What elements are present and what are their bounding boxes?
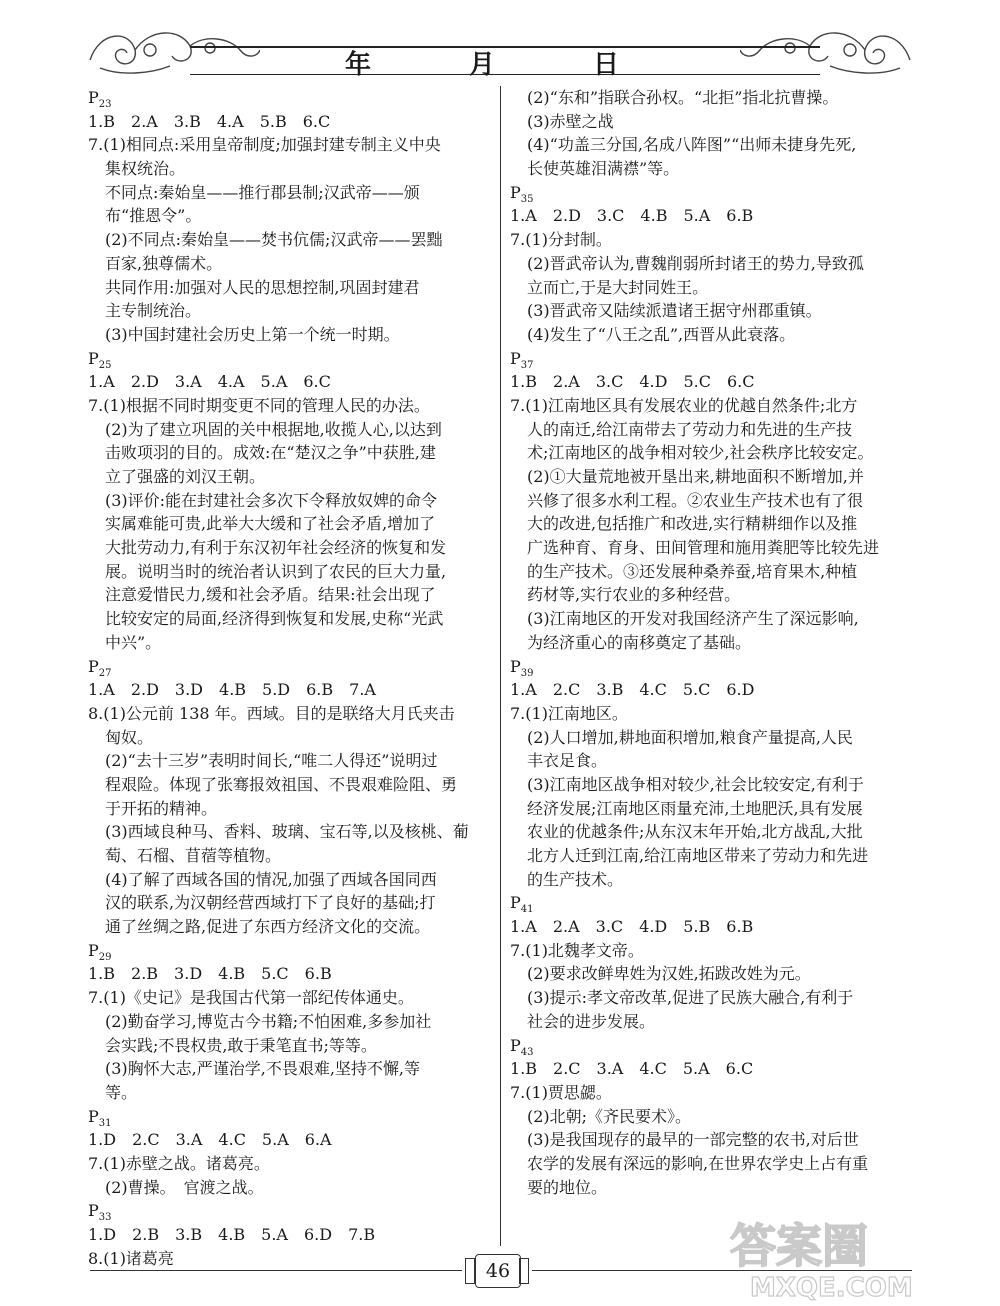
- answer-line-indented: 农学的发展有深远的影响,在世界农学史上占有重: [527, 1153, 869, 1173]
- section-page-ref: [88, 655, 492, 679]
- answer-line: 7.(1)赤壁之战。诸葛亮。: [88, 1153, 270, 1173]
- answer-line: 1.A 2.D 3.D 4.B 5.D 6.B 7.A: [88, 680, 376, 700]
- answer-line-indented: (3)晋武帝又陆续派遣诸王据守州郡重镇。: [527, 301, 822, 321]
- answer-line-indented: 北方人迁到江南,给江南地区带来了劳动力和先进: [527, 846, 869, 865]
- answer-line-indented: 百家,独尊儒术。: [105, 253, 223, 273]
- section-page-ref: [510, 655, 915, 679]
- answer-line-indented: 兴修了很多水利工程。②农业生产技术也有了很: [527, 490, 864, 510]
- section-page-letter: P: [510, 348, 521, 368]
- answer-line: 7.(1)江南地区具有发展农业的优越自然条件;北方: [510, 395, 858, 415]
- answer-line-indented: (3)江南地区战争相对较少,社会比较安定,有利于: [527, 774, 864, 794]
- watermark-url: MXQE.COM: [750, 1273, 913, 1302]
- answer-line: 7.(1)分封制。: [510, 230, 612, 250]
- section-page-ref: [510, 181, 915, 205]
- header-date-title: 年 月 日: [344, 50, 655, 80]
- answer-line: 1.B 2.B 3.D 4.B 5.C 6.B: [88, 964, 332, 984]
- section-page-number: 27: [98, 667, 112, 679]
- answer-line-indented: 会实践;不畏权贵,敢于秉笔直书;等等。: [105, 1035, 377, 1055]
- section-page-letter: P: [510, 182, 521, 202]
- answer-line: 1.D 2.B 3.B 4.B 5.A 6.D 7.B: [88, 1225, 376, 1244]
- section-page-number: 33: [98, 1212, 112, 1224]
- section-page-number: 23: [98, 99, 112, 110]
- answer-line-indented: (3)江南地区的开发对我国经济产生了深远影响,: [527, 609, 859, 629]
- answer-line-indented: (2)“东和”指联合孙权。“北拒”指北抗曹操。: [527, 88, 839, 107]
- answer-line-indented: 要的地位。: [527, 1177, 608, 1197]
- section-page-number: 39: [520, 667, 534, 679]
- answer-line-indented: 集权统治。: [105, 159, 186, 179]
- page-number-box: [465, 1250, 529, 1290]
- section-page-ref: [510, 891, 915, 915]
- answer-line-indented: (3)中国封建社会历史上第一个统一时期。: [105, 324, 400, 344]
- answer-line-indented: 的生产技术。: [527, 869, 624, 889]
- answer-line-indented: 的生产技术。③还发展种桑养蚕,培育果木,种植: [527, 561, 858, 581]
- answer-line-indented: (2)人口增加,耕地面积增加,粮食产量提高,人民: [527, 727, 853, 747]
- answer-line-indented: 农业的优越条件;从东汉末年开始,北方战乱,大批: [527, 822, 863, 842]
- footer-rule-left: [90, 1270, 462, 1271]
- answer-line-indented: 实属难能可贵,此举大大缓和了社会矛盾,增加了: [105, 514, 436, 534]
- watermark-text: 答案圈: [730, 1219, 868, 1273]
- answer-line-indented: (4)“功盖三分国,名成八阵图”“出师未捷身先死,: [527, 135, 857, 155]
- answer-line-indented: 立了强盛的刘汉王朝。: [105, 467, 266, 486]
- answer-line: 7.(1)根据不同时期变更不同的管理人民的办法。: [88, 395, 430, 415]
- section-page-number: 31: [98, 1117, 112, 1129]
- section-page-ref: [88, 939, 492, 963]
- answer-line-indented: 不同点:秦始皇——推行郡县制;汉武帝——颁: [105, 182, 420, 202]
- answer-line-indented: (4)了解了西域各国的情况,加强了西域各国同西: [105, 869, 437, 889]
- answer-line: 1.B 2.A 3.C 4.D 5.C 6.C: [510, 372, 755, 392]
- section-page-number: 41: [520, 904, 534, 916]
- answer-line-indented: (2)不同点:秦始皇——焚书伉儒;汉武帝——罢黜: [105, 230, 443, 250]
- answer-line-indented: (2)北朝;《齐民要术》。: [527, 1106, 692, 1126]
- section-page-letter: P: [510, 1035, 521, 1055]
- answer-line-indented: 布“推恩令”。: [105, 206, 202, 226]
- answer-line: 7.(1)江南地区。: [510, 703, 628, 723]
- page-number-bracket-left: [465, 1258, 475, 1284]
- left-column: [88, 86, 492, 1270]
- answer-line-indented: (2)晋武帝认为,曹魏削弱所封诸王的势力,导致孤: [527, 253, 864, 273]
- answer-line-indented: (3)西域良种马、香料、玻璃、宝石等,以及核桃、葡: [105, 822, 469, 842]
- page-number: 46: [475, 1254, 521, 1288]
- answer-line: 7.(1)相同点:采用皇帝制度;加强封建专制主义中央: [88, 135, 441, 155]
- answer-line-indented: 丰衣足食。: [527, 751, 608, 771]
- answer-line-indented: 广选种育、育身、田间管理和施用粪肥等比较先进: [527, 538, 880, 558]
- answer-line-indented: (3)提示:孝文帝改革,促进了民族大融合,有利于: [527, 988, 854, 1008]
- answer-line: 1.D 2.C 3.A 4.C 5.A 6.A: [88, 1130, 332, 1150]
- answer-line-indented: 人的南迁,给江南带去了劳动力和先进的生产技: [527, 419, 853, 439]
- answer-line: 7.(1)贾思勰。: [510, 1082, 612, 1102]
- right-column: [510, 86, 915, 1199]
- answer-line-indented: 通了丝绸之路,促进了东西方经济文化的交流。: [105, 917, 431, 937]
- answer-line-indented: 等。: [105, 1082, 138, 1102]
- section-page-number: 37: [520, 359, 534, 371]
- section-page-ref: [88, 86, 492, 110]
- answer-line-indented: 长使英雄泪满襟”等。: [527, 159, 680, 179]
- answer-line-indented: (3)是我国现存的最早的一部完整的农书,对后世: [527, 1130, 859, 1150]
- answer-line-indented: 萄、石榴、苜蓿等植物。: [105, 846, 282, 865]
- section-page-ref: [88, 347, 492, 371]
- answer-line-indented: 药材等,实行农业的多种经营。: [527, 585, 741, 605]
- answer-line-indented: (2)要求改鲜卑姓为汉姓,拓跋改姓为元。: [527, 964, 811, 984]
- answer-line-indented: 大批劳动力,有利于东汉初年社会经济的恢复和发: [105, 538, 447, 558]
- answer-line-indented: (2)曹操。 官渡之战。: [105, 1177, 264, 1197]
- answer-line-indented: (3)评价:能在封建社会多次下令释放奴婢的命令: [105, 490, 438, 510]
- answer-line-indented: 击败项羽的目的。成效:在“楚汉之争”中获胜,建: [105, 443, 436, 463]
- page-number-bracket-right: [519, 1258, 529, 1284]
- answer-line-indented: (3)赤壁之战: [527, 111, 614, 131]
- section-page-ref: [510, 1034, 915, 1058]
- answer-line-indented: 中兴”。: [105, 632, 162, 652]
- answer-line-indented: 主专制统治。: [105, 301, 202, 321]
- section-page-number: 25: [98, 359, 112, 371]
- answer-line: 7.(1)《史记》是我国古代第一部纪传体通史。: [88, 988, 414, 1008]
- watermark-logo-icon: [710, 1212, 960, 1302]
- section-page-ref: [510, 347, 915, 371]
- answer-line: 1.B 2.A 3.B 4.A 5.B 6.C: [88, 111, 331, 131]
- answer-line-indented: 汉的联系,为汉朝经营西域打下了良好的基础;打: [105, 893, 436, 913]
- answer-line-indented: 社会的进步发展。: [527, 1011, 656, 1031]
- answer-line-indented: 术;江南地区的战争相对较少,社会秩序比较安定。: [527, 443, 874, 463]
- section-page-ref: [88, 1199, 492, 1223]
- answer-line-indented: 共同作用:加强对人民的思想控制,巩固封建君: [105, 277, 420, 297]
- section-page-letter: P: [88, 348, 99, 368]
- answer-line-indented: (2)勤奋学习,博览古今书籍;不怕困难,多参加社: [105, 1011, 432, 1031]
- answer-line: 1.A 2.A 3.C 4.D 5.B 6.B: [510, 917, 754, 937]
- answer-line: 8.(1)诸葛亮: [88, 1248, 174, 1268]
- section-page-number: 35: [520, 193, 534, 205]
- column-divider: [500, 86, 501, 1246]
- answer-line: 1.B 2.C 3.A 4.C 5.A 6.C: [510, 1059, 754, 1079]
- answer-line-indented: 立而亡,于是大封同姓王。: [527, 277, 709, 297]
- answer-line: 1.A 2.D 3.A 4.A 5.A 6.C: [88, 372, 331, 392]
- section-page-number: 29: [98, 951, 112, 963]
- answer-line: 8.(1)公元前 138 年。西域。目的是联络大月氏夹击: [88, 703, 455, 723]
- section-page-letter: P: [88, 88, 99, 107]
- answer-line-indented: 注意爱惜民力,缓和社会矛盾。结果:社会出现了: [105, 585, 436, 605]
- answer-line: 7.(1)北魏孝文帝。: [510, 940, 644, 960]
- answer-line-indented: 于开拓的精神。: [105, 798, 218, 818]
- section-page-number: 43: [520, 1046, 534, 1058]
- answer-line-indented: 大的改进,包括推广和改进,实行精耕细作以及推: [527, 514, 858, 534]
- answer-line-indented: 匈奴。: [105, 727, 154, 747]
- answer-line-indented: 为经济重心的南移奠定了基础。: [527, 632, 752, 652]
- answer-line: 1.A 2.D 3.C 4.B 5.A 6.B: [510, 206, 754, 226]
- section-page-letter: P: [88, 656, 99, 676]
- answer-line-indented: (2)①大量荒地被开垦出来,耕地面积不断增加,并: [527, 467, 864, 486]
- section-page-letter: P: [510, 893, 521, 913]
- section-page-ref: [88, 1105, 492, 1129]
- answer-line-indented: 经济发展;江南地区雨量充沛,土地肥沃,具有发展: [527, 798, 863, 818]
- answer-line-indented: (2)“去十三岁”表明时间长,“唯二人得还”说明过: [105, 751, 438, 771]
- answer-line-indented: 展。说明当时的统治者认识到了农民的巨大力量,: [105, 561, 447, 581]
- answer-line-indented: 比较安定的局面,经济得到恢复和发展,史称“光武: [105, 609, 444, 629]
- section-page-letter: P: [88, 940, 99, 960]
- answer-line: 1.A 2.C 3.B 4.C 5.C 6.D: [510, 680, 755, 700]
- answer-line-indented: (3)胸怀大志,严谨治学,不畏艰难,坚持不懈,等: [105, 1059, 421, 1079]
- answer-line-indented: (2)为了建立巩固的关中根据地,收揽人心,以达到: [105, 419, 442, 439]
- page-header: [0, 0, 1000, 84]
- answer-line-indented: 程艰险。体现了张骞报效祖国、不畏艰难险阻、勇: [105, 774, 458, 794]
- answer-line-indented: (4)发生了“八王之乱”,西晋从此衰落。: [527, 324, 796, 344]
- section-page-letter: P: [510, 656, 521, 676]
- section-page-letter: P: [88, 1201, 99, 1221]
- section-page-letter: P: [88, 1106, 99, 1126]
